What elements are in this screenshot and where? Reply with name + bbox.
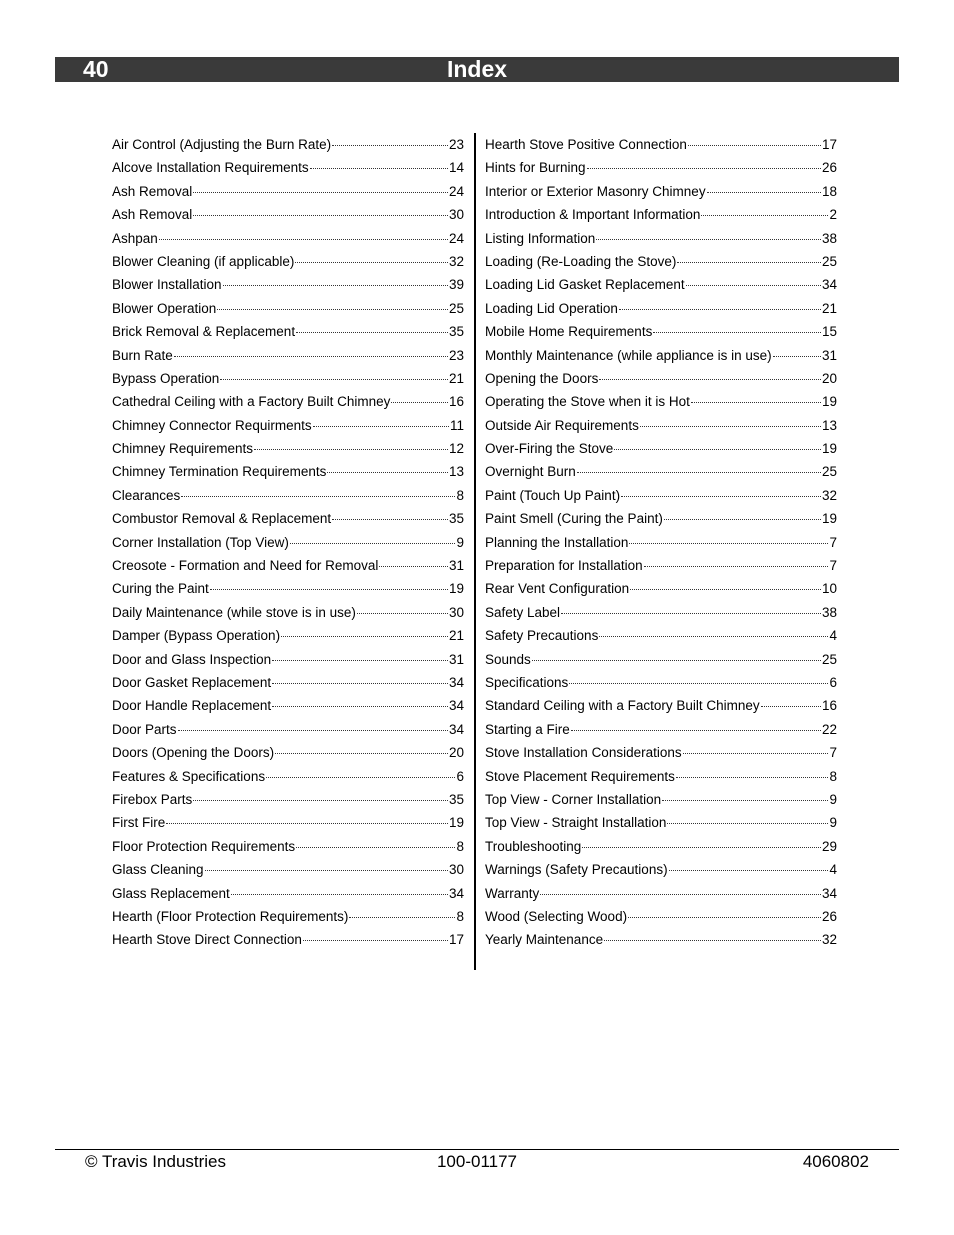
index-entry-page: 19 — [821, 394, 837, 410]
dot-leader — [683, 753, 829, 754]
dot-leader — [662, 800, 828, 801]
dot-leader — [577, 472, 821, 473]
index-entry-page: 30 — [448, 604, 464, 620]
index-entry-label: Preparation for Installation — [485, 558, 643, 574]
index-entry-label: Outside Air Requirements — [485, 417, 639, 433]
index-entry — [112, 203, 464, 226]
dot-leader — [604, 940, 821, 941]
dot-leader — [178, 730, 448, 731]
dot-leader — [272, 683, 448, 684]
index-entry-page: 24 — [448, 230, 464, 246]
index-entry-label: Floor Protection Requirements — [112, 838, 296, 854]
index-entry-page: 19 — [821, 441, 837, 457]
index-entry-page: 25 — [821, 651, 837, 667]
index-entry-label: Listing Information — [485, 230, 596, 246]
dot-leader — [667, 823, 828, 824]
index-entry — [485, 835, 837, 858]
dot-leader — [313, 426, 449, 427]
index-entry-label: Bypass Operation — [112, 370, 220, 386]
index-entry-page: 17 — [821, 137, 837, 152]
index-entry-label: Creosote - Formation and Need for Removal — [112, 558, 379, 574]
index-entry-label: Chimney Connector Requirments — [112, 417, 312, 433]
index-entry-page: 24 — [448, 183, 464, 199]
dot-leader — [761, 706, 821, 707]
index-entry — [112, 928, 464, 951]
index-entry — [485, 180, 837, 203]
dot-leader — [630, 589, 821, 590]
index-entry-page: 9 — [829, 815, 837, 831]
index-entry-page: 34 — [821, 885, 837, 901]
index-entry-page: 17 — [448, 932, 464, 948]
dot-leader — [193, 215, 448, 216]
dot-leader — [619, 309, 821, 310]
index-entry-page: 9 — [456, 534, 464, 550]
index-entry-label: Troubleshooting — [485, 838, 582, 854]
dot-leader — [540, 894, 821, 895]
dot-leader — [688, 145, 821, 146]
index-entry-page: 38 — [821, 230, 837, 246]
index-entry-label: Alcove Installation Requirements — [112, 160, 309, 176]
index-entry-label: Ash Removal — [112, 183, 193, 199]
index-entry-page: 15 — [821, 324, 837, 340]
index-entry-label: Cathedral Ceiling with a Factory Built Chimney — [112, 394, 391, 410]
footer-rule — [55, 1149, 899, 1150]
index-entry-label: Ash Removal — [112, 207, 193, 223]
index-entry-label: Damper (Bypass Operation) — [112, 628, 281, 644]
dot-leader — [296, 332, 448, 333]
index-entry — [485, 765, 837, 788]
index-entry-page: 20 — [821, 370, 837, 386]
index-entry-page: 11 — [449, 417, 464, 433]
index-entry-label: Corner Installation (Top View) — [112, 534, 289, 550]
index-entry-page: 14 — [448, 160, 464, 176]
index-entry-label: Mobile Home Requirements — [485, 324, 653, 340]
index-entry-page: 8 — [456, 487, 464, 503]
index-entry-label: Daily Maintenance (while stove is in use) — [112, 604, 356, 620]
index-entry — [112, 320, 464, 343]
dot-leader — [254, 449, 448, 450]
index-entry-page: 34 — [448, 674, 464, 690]
index-entry-label: Chimney Requirements — [112, 441, 254, 457]
index-entry-page: 22 — [821, 721, 837, 737]
dot-leader — [296, 847, 455, 848]
index-entry-page: 32 — [821, 932, 837, 948]
index-entry — [485, 788, 837, 811]
dot-leader — [676, 777, 829, 778]
index-entry — [485, 390, 837, 413]
index-entry-label: Stove Placement Requirements — [485, 768, 675, 784]
index-entry — [112, 601, 464, 624]
dot-leader — [303, 940, 448, 941]
index-entry-page: 21 — [821, 300, 837, 316]
index-entry-label: Firebox Parts — [112, 791, 193, 807]
index-entry — [112, 180, 464, 203]
index-entry — [485, 718, 837, 741]
index-entry — [485, 694, 837, 717]
index-entry-label: Loading Lid Operation — [485, 300, 618, 316]
index-entry — [112, 835, 464, 858]
index-entry — [112, 460, 464, 483]
page-title: Index — [446, 56, 508, 82]
index-entry-page: 6 — [456, 768, 464, 784]
index-entry-page: 13 — [821, 417, 837, 433]
index-entry — [485, 227, 837, 250]
index-entry-label: Combustor Removal & Replacement — [112, 511, 332, 527]
index-entry-page: 19 — [448, 581, 464, 597]
footer-revision: 4060802 — [802, 1152, 869, 1171]
index-entry — [485, 507, 837, 530]
index-entry-page: 9 — [829, 791, 837, 807]
dot-leader — [686, 285, 821, 286]
dot-leader — [357, 613, 448, 614]
index-entry — [485, 741, 837, 764]
footer-copyright: © Travis Industries — [85, 1152, 227, 1171]
index-entry-page: 21 — [448, 370, 464, 386]
page-header — [55, 57, 899, 82]
index-entry-label: Opening the Doors — [485, 370, 599, 386]
index-entry-page: 35 — [448, 791, 464, 807]
index-entry-page: 2 — [829, 207, 837, 223]
dot-leader — [596, 239, 821, 240]
index-entry-label: Features & Specifications — [112, 768, 266, 784]
dot-leader — [629, 543, 828, 544]
dot-leader — [653, 332, 821, 333]
index-entry-label: First Fire — [112, 815, 166, 831]
index-entry-page: 31 — [448, 558, 464, 574]
dot-leader — [614, 449, 821, 450]
index-entry-label: Hearth Stove Direct Connection — [112, 932, 302, 948]
index-entry-label: Doors (Opening the Doors) — [112, 745, 275, 761]
dot-leader — [231, 894, 448, 895]
index-entry — [112, 694, 464, 717]
index-entry-page: 34 — [448, 885, 464, 901]
index-entry-page: 8 — [829, 768, 837, 784]
index-entry — [112, 741, 464, 764]
index-entry-page: 23 — [448, 347, 464, 363]
index-entry-label: Glass Replacement — [112, 885, 230, 901]
footer-doc-number: 100-01177 — [436, 1152, 518, 1171]
index-entry-page: 35 — [448, 324, 464, 340]
dot-leader — [290, 543, 456, 544]
dot-leader — [272, 706, 448, 707]
index-entry-label: Ashpan — [112, 230, 158, 246]
dot-leader — [281, 636, 448, 637]
index-entry-label: Hearth (Floor Protection Requirements) — [112, 908, 349, 924]
index-entry-page: 26 — [821, 160, 837, 176]
index-entry-label: Yearly Maintenance — [485, 932, 604, 948]
index-entry-page: 20 — [448, 745, 464, 761]
index-entry — [485, 624, 837, 647]
dot-leader — [644, 566, 829, 567]
index-entry-label: Clearances — [112, 487, 181, 503]
index-entry-label: Standard Ceiling with a Factory Built Chimney — [485, 698, 760, 714]
index-entry-page: 32 — [448, 253, 464, 269]
index-entry-page: 25 — [821, 253, 837, 269]
index-entry — [485, 905, 837, 928]
index-entry — [485, 367, 837, 390]
dot-leader — [582, 847, 821, 848]
index-entry — [485, 273, 837, 296]
index-entry — [485, 484, 837, 507]
index-entry — [485, 601, 837, 624]
column-divider — [474, 133, 476, 970]
index-entry — [112, 577, 464, 600]
dot-leader — [532, 660, 821, 661]
index-entry-label: Burn Rate — [112, 347, 173, 363]
dot-leader — [561, 613, 821, 614]
index-entry-label: Starting a Fire — [485, 721, 570, 737]
index-entry-label: Monthly Maintenance (while appliance is in use) — [485, 347, 772, 363]
index-entry-label: Paint (Touch Up Paint) — [485, 487, 621, 503]
index-column-left — [112, 133, 464, 952]
index-entry-page: 12 — [448, 441, 464, 457]
index-entry-label: Brick Removal & Replacement — [112, 324, 296, 340]
index-entry — [112, 227, 464, 250]
index-entry — [485, 928, 837, 951]
dot-leader — [275, 753, 448, 754]
index-entry-label: Introduction & Important Information — [485, 207, 701, 223]
dot-leader — [327, 472, 448, 473]
index-entry — [112, 671, 464, 694]
index-entry-page: 26 — [821, 908, 837, 924]
index-entry-page: 16 — [448, 394, 464, 410]
index-entry — [112, 718, 464, 741]
dot-leader — [266, 777, 455, 778]
index-entry — [485, 671, 837, 694]
index-entry-page: 34 — [821, 277, 837, 293]
index-entry-page: 23 — [448, 137, 464, 152]
index-entry-label: Blower Installation — [112, 277, 222, 293]
index-entry — [112, 414, 464, 437]
index-entry — [485, 460, 837, 483]
index-entry — [112, 156, 464, 179]
index-entry-label: Over-Firing the Stove — [485, 441, 614, 457]
dot-leader — [217, 309, 448, 310]
index-entry-label: Planning the Installation — [485, 534, 629, 550]
index-entry-page: 19 — [821, 511, 837, 527]
dot-leader — [379, 566, 448, 567]
dot-leader — [181, 496, 455, 497]
index-entry — [112, 344, 464, 367]
index-entry — [112, 484, 464, 507]
index-entry-label: Hints for Burning — [485, 160, 586, 176]
index-entry-page: 39 — [448, 277, 464, 293]
dot-leader — [669, 870, 829, 871]
index-entry — [485, 554, 837, 577]
index-entry-page: 30 — [448, 862, 464, 878]
index-entry-label: Rear Vent Configuration — [485, 581, 630, 597]
index-entry-page: 10 — [821, 581, 837, 597]
index-entry-label: Door Gasket Replacement — [112, 674, 272, 690]
dot-leader — [599, 636, 828, 637]
index-entry — [485, 250, 837, 273]
index-entry — [485, 811, 837, 834]
index-entry-page: 4 — [829, 862, 837, 878]
index-entry — [485, 156, 837, 179]
index-entry-page: 7 — [829, 534, 837, 550]
index-entry-label: Specifications — [485, 674, 569, 690]
index-entry-page: 8 — [456, 908, 464, 924]
index-entry — [112, 531, 464, 554]
index-entry-label: Operating the Stove when it is Hot — [485, 394, 690, 410]
index-entry-page: 7 — [829, 745, 837, 761]
dot-leader — [272, 660, 448, 661]
index-entry — [112, 437, 464, 460]
index-entry-page: 31 — [821, 347, 837, 363]
index-entry-label: Safety Label — [485, 604, 561, 620]
index-column-right — [485, 133, 837, 952]
dot-leader — [310, 168, 448, 169]
index-entry-page: 18 — [821, 183, 837, 199]
index-entry-page: 32 — [821, 487, 837, 503]
dot-leader — [628, 917, 821, 918]
index-entry — [112, 133, 464, 156]
index-entry — [485, 133, 837, 156]
index-entry — [485, 577, 837, 600]
index-entry — [485, 437, 837, 460]
index-entry-label: Safety Precautions — [485, 628, 599, 644]
index-entry-page: 25 — [821, 464, 837, 480]
dot-leader — [349, 917, 455, 918]
index-entry-label: Paint Smell (Curing the Paint) — [485, 511, 663, 527]
dot-leader — [174, 356, 448, 357]
dot-leader — [664, 519, 821, 520]
dot-leader — [640, 426, 821, 427]
index-entry-page: 4 — [829, 628, 837, 644]
index-entry-page: 7 — [829, 558, 837, 574]
index-entry-page: 34 — [448, 721, 464, 737]
index-entry-label: Warnings (Safety Precautions) — [485, 862, 668, 878]
dot-leader — [220, 379, 448, 380]
index-entry — [112, 882, 464, 905]
index-entry — [485, 648, 837, 671]
dot-leader — [166, 823, 448, 824]
index-entry — [485, 882, 837, 905]
index-entry — [112, 858, 464, 881]
index-entry-label: Warranty — [485, 885, 540, 901]
index-entry-label: Stove Installation Considerations — [485, 745, 682, 761]
index-entry-label: Blower Operation — [112, 300, 217, 316]
index-entry-label: Overnight Burn — [485, 464, 576, 480]
index-entry — [485, 297, 837, 320]
index-entry — [485, 531, 837, 554]
dot-leader — [707, 192, 821, 193]
index-entry-label: Loading Lid Gasket Replacement — [485, 277, 685, 293]
dot-leader — [332, 145, 448, 146]
index-entry — [112, 624, 464, 647]
index-entry-label: Interior or Exterior Masonry Chimney — [485, 183, 706, 199]
dot-leader — [599, 379, 821, 380]
index-entry — [112, 905, 464, 928]
index-entry-page: 31 — [448, 651, 464, 667]
index-entry-page: 6 — [829, 674, 837, 690]
index-entry-label: Door Handle Replacement — [112, 698, 272, 714]
dot-leader — [159, 239, 448, 240]
index-entry-label: Air Control (Adjusting the Burn Rate) — [112, 137, 332, 152]
index-entry-page: 25 — [448, 300, 464, 316]
index-entry-label: Door and Glass Inspection — [112, 651, 272, 667]
index-entry — [112, 250, 464, 273]
dot-leader — [701, 215, 828, 216]
index-entry-label: Glass Cleaning — [112, 862, 204, 878]
index-entry — [112, 811, 464, 834]
index-entry — [112, 788, 464, 811]
index-entry-label: Top View - Corner Installation — [485, 791, 662, 807]
dot-leader — [210, 589, 448, 590]
dot-leader — [773, 356, 821, 357]
index-entry-label: Sounds — [485, 651, 531, 667]
index-entry-label: Door Parts — [112, 721, 177, 737]
index-entry-label: Hearth Stove Positive Connection — [485, 137, 687, 152]
dot-leader — [295, 262, 448, 263]
dot-leader — [223, 285, 448, 286]
index-entry-page: 21 — [448, 628, 464, 644]
dot-leader — [569, 683, 828, 684]
index-entry — [485, 320, 837, 343]
index-entry-page: 29 — [821, 838, 837, 854]
dot-leader — [205, 870, 448, 871]
index-entry — [112, 273, 464, 296]
index-entry — [112, 390, 464, 413]
dot-leader — [691, 402, 821, 403]
index-entry-page: 34 — [448, 698, 464, 714]
index-entry-page: 19 — [448, 815, 464, 831]
index-entry-label: Blower Cleaning (if applicable) — [112, 253, 295, 269]
index-entry — [112, 367, 464, 390]
index-entry-label: Chimney Termination Requirements — [112, 464, 327, 480]
index-entry — [112, 507, 464, 530]
index-entry-label: Wood (Selecting Wood) — [485, 908, 628, 924]
index-entry — [485, 203, 837, 226]
dot-leader — [621, 496, 821, 497]
index-entry-page: 13 — [448, 464, 464, 480]
dot-leader — [193, 800, 448, 801]
index-entry-label: Loading (Re-Loading the Stove) — [485, 253, 677, 269]
index-entry — [112, 648, 464, 671]
dot-leader — [571, 730, 821, 731]
index-entry — [112, 765, 464, 788]
index-entry-page: 16 — [821, 698, 837, 714]
dot-leader — [677, 262, 821, 263]
index-entry-label: Curing the Paint — [112, 581, 209, 597]
index-entry — [112, 554, 464, 577]
index-entry-page: 8 — [456, 838, 464, 854]
index-entry — [485, 858, 837, 881]
index-entry-label: Top View - Straight Installation — [485, 815, 667, 831]
page-number: 40 — [83, 56, 109, 82]
dot-leader — [193, 192, 448, 193]
index-entry — [485, 344, 837, 367]
index-entry — [485, 414, 837, 437]
dot-leader — [391, 402, 448, 403]
index-entry-page: 30 — [448, 207, 464, 223]
index-entry-page: 38 — [821, 604, 837, 620]
dot-leader — [587, 168, 821, 169]
dot-leader — [332, 519, 448, 520]
index-entry-page: 35 — [448, 511, 464, 527]
index-entry — [112, 297, 464, 320]
